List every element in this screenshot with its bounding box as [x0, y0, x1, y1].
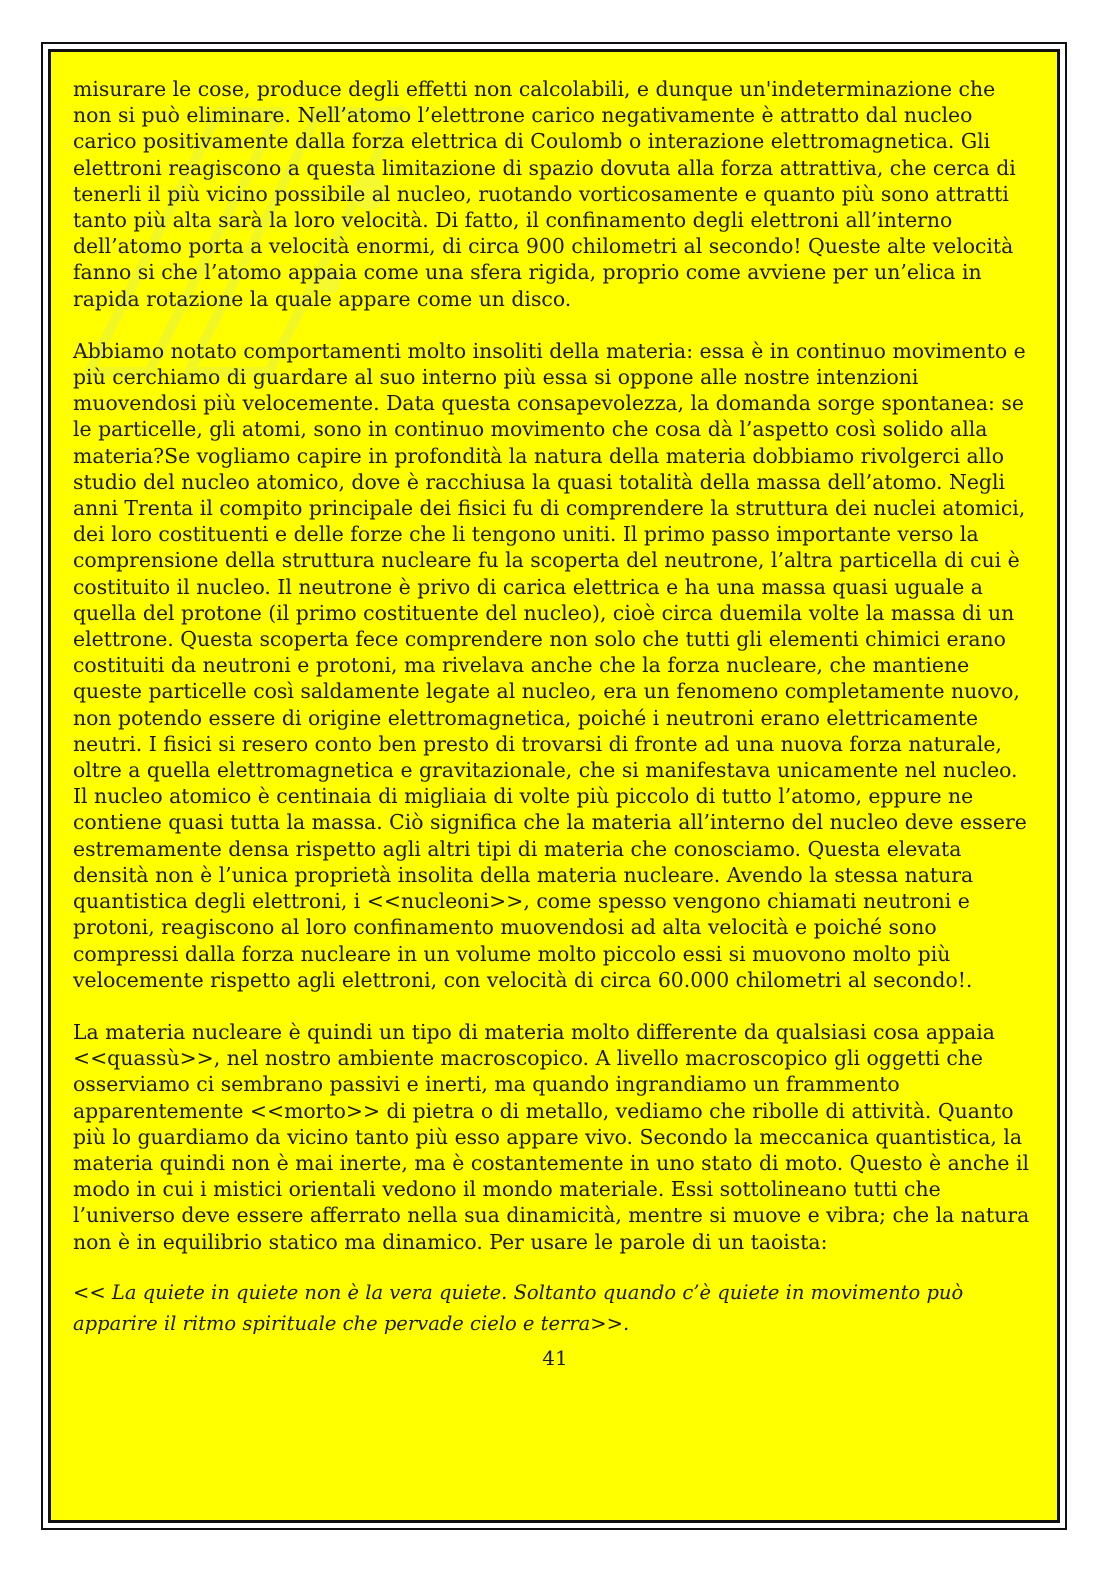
document-body — [73, 76, 1037, 1371]
page-outer-border — [41, 42, 1067, 1530]
paragraph-3: La materia nucleare è quindi un tipo di materia molto differente da qualsiasi cosa appaia <<quassù>>, nel nostro ambiente macroscopico. A livello macroscopico gli oggetti che osserviamo ci sembrano passivi e inerti, ma quando ingrandiamo un frammento apparentemente <<morto>> di pietra o di metallo, vediamo che ribolle di attività. Quanto più lo guardiamo da vicino tanto più esso appare vivo. Secondo la meccanica quantistica, la materia quindi non è mai inerte, ma è costantemente in uno stato di moto. Questo è anche il modo in cui i mistici orientali vedono il mondo materiale. Essi sottolineano tutti che l’universo deve essere afferrato nella sua dinamicità, mentre si muove e vibra; che la natura non è in equilibrio statico ma dinamico. Per usare le parole di un taoista: — [73, 1019, 1030, 1254]
page-content-box — [48, 49, 1060, 1523]
page-number: 41 — [542, 1345, 568, 1370]
taoist-quote: << La quiete in quiete non è la vera quiete. Soltanto quando c’è quiete in movimento può apparire il ritmo spirituale che pervade cielo e terra>>. — [73, 1280, 964, 1335]
paragraph-1: misurare le cose, produce degli effetti non calcolabili, e dunque un'indeterminazione che non si può eliminare. Nell’atomo l’elettrone carico negativamente è attratto dal nucleo carico positivamente dalla forza elettrica di Coulomb o interazione elettromagnetica. Gli elettroni reagiscono a questa limitazione di spazio dovuta alla forza attrattiva, che cerca di tenerli il più vicino possibile al nucleo, ruotando vorticosamente e quanto più sono attratti tanto più alta sarà la loro velocità. Di fatto, il confinamento degli elettroni all’interno dell’atomo porta a velocità enormi, di circa 900 chilometri al secondo! Queste alte velocità fanno si che l’atomo appaia come una sfera rigida, proprio come avviene per un’elica in rapida rotazione la quale appare come un disco. — [73, 77, 1016, 311]
paragraph-2: Abbiamo notato comportamenti molto insoliti della materia: essa è in continuo movimento e più cerchiamo di guardare al suo interno più essa si oppone alle nostre intenzioni muovendosi più velocemente. Data questa consapevolezza, la domanda sorge spontanea: se le particelle, gli atomi, sono in continuo movimento che cosa dà l’aspetto così solido alla materia?Se vogliamo capire in profondità la natura della materia dobbiamo rivolgerci allo studio del nucleo atomico, dove è racchiusa la quasi totalità della massa dell’atomo. Negli anni Trenta il compito principale dei fisici fu di comprendere la struttura dei nuclei atomici, dei loro costituenti e delle forze che li tengono uniti. Il primo passo importante verso la comprensione della struttura nucleare fu la scoperta del neutrone, l’altra particella di cui è costituito il nucleo. Il neutrone è privo di carica elettrica e ha una massa quasi uguale a quella del protone (il primo costituente del nucleo), cioè circa duemila volte la massa di un elettrone. Questa scoperta fece comprendere non solo che tutti gli elementi chimici erano costituiti da neutroni e protoni, ma rivelava anche che la forza nucleare, che mantiene queste particelle così saldamente legate al nucleo, era un fenomeno completamente nuovo, non potendo essere di origine elettromagnetica, poiché i neutroni erano elettricamente neutri. I fisici si resero conto ben presto di trovarsi di fronte ad una nuova forza naturale, oltre a quella elettromagnetica e gravitazionale, che si manifestava unicamente nel nucleo. Il nucleo atomico è centinaia di migliaia di volte più piccolo di tutto l’atomo, eppure ne contiene quasi tutta la massa. Ciò significa che la materia all’interno del nucleo deve essere estremamente densa rispetto agli altri tipi di materia che conosciamo. Questa elevata densità non è l’unica proprietà insolita della materia nucleare. Avendo la stessa natura quantistica degli elettroni, i <<nucleoni>>, come spesso vengono chiamati neutroni e protoni, reagiscono al loro confinamento muovendosi ad alta velocità e poiché sono compressi dalla forza nucleare in un volume molto piccolo essi si muovono molto più velocemente rispetto agli elettroni, con velocità di circa 60.000 chilometri al secondo!. — [73, 338, 1027, 992]
